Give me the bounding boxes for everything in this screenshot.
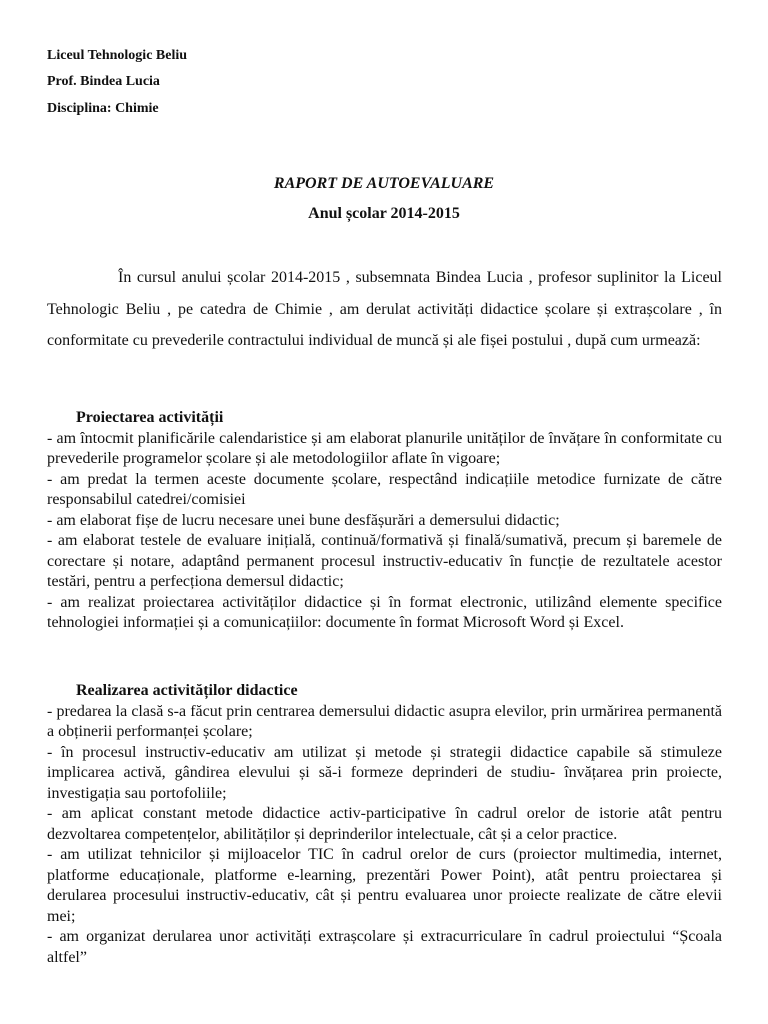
teacher-name: Prof. Bindea Lucia: [47, 74, 160, 89]
school-name: Liceul Tehnologic Beliu: [47, 48, 188, 63]
school-year: Anul școlar 2014-2015: [308, 205, 460, 222]
list-item: - am utilizat tehnicilor și mijloacelor TIC în cadrul orelor de curs (proiector multimedia, internet, platforme educaționale, platforme e-learning, prezentări Power Point), atât pentru proiectarea și derularea procesului instructiv-educativ, cât și pentru evaluarea unor proiecte realizate de către elevii mei;: [47, 846, 722, 925]
section-proiectarea: [47, 408, 722, 634]
intro-paragraph: În cursul anului școlar 2014-2015 , subsemnata Bindea Lucia , profesor suplinitor la Liceul Tehnologic Beliu , pe catedra de Chimie , am derulat activități didactice școlare și extrașcolare , în conformitate cu prevederile contractului individual de muncă și ale fișei postului , după cum urmează:: [47, 269, 722, 349]
list-item: - am organizat derularea unor activități extrașcolare și extracurriculare în cadrul proiectului “Școala altfel”: [47, 928, 722, 966]
section-heading: Proiectarea activității: [76, 409, 224, 426]
list-item: - am predat la termen aceste documente școlare, respectând indicațiile metodice furnizate de către responsabilul catedrei/comisiei: [47, 470, 722, 508]
list-item: - în procesul instructiv-educativ am utilizat și metode și strategii didactice capabile să stimuleze implicarea activă, gândirea elevului și să-i formeze deprinderi de studiu- învățarea prin proiecte, investigația sau portofoliile;: [47, 743, 722, 802]
list-item: - am întocmit planificările calendaristice și am elaborat planurile unităților de învățare în conformitate cu prevederile programelor școlare și ale metodologiilor aflate în vigoare;: [47, 429, 722, 467]
section-realizarea: [47, 681, 722, 968]
report-title: RAPORT DE AUTOEVALUARE: [273, 175, 495, 192]
subject-name: Disciplina: Chimie: [47, 101, 159, 116]
section-heading: Realizarea activităților didactice: [76, 682, 298, 699]
list-item: - predarea la clasă s-a făcut prin centrarea demersului didactic asupra elevilor, prin urmărirea permanentă a obținerii performanței școlare;: [47, 702, 722, 740]
list-item: - am elaborat testele de evaluare inițială, continuă/formativă și finală/sumativă, precum și baremele de corectare și notare, adaptând permanent procesul instructiv-educativ în funcție de rezultatele acestor testări, pentru a perfecționa demersul didactic;: [47, 532, 722, 590]
list-item: - am elaborat fișe de lucru necesare unei bune desfășurări a demersului didactic;: [47, 511, 560, 529]
list-item: - am aplicat constant metode didactice activ-participative în cadrul orelor de istorie atât pentru dezvoltarea competențelor, abilităților și deprinderilor intelectuale, cât și a celor practice.: [47, 805, 722, 843]
list-item: - am realizat proiectarea activităților didactice și în format electronic, utilizând elemente specifice tehnologiei informației și a comunicațiilor: documente în format Microsoft Word și Excel.: [47, 593, 722, 631]
